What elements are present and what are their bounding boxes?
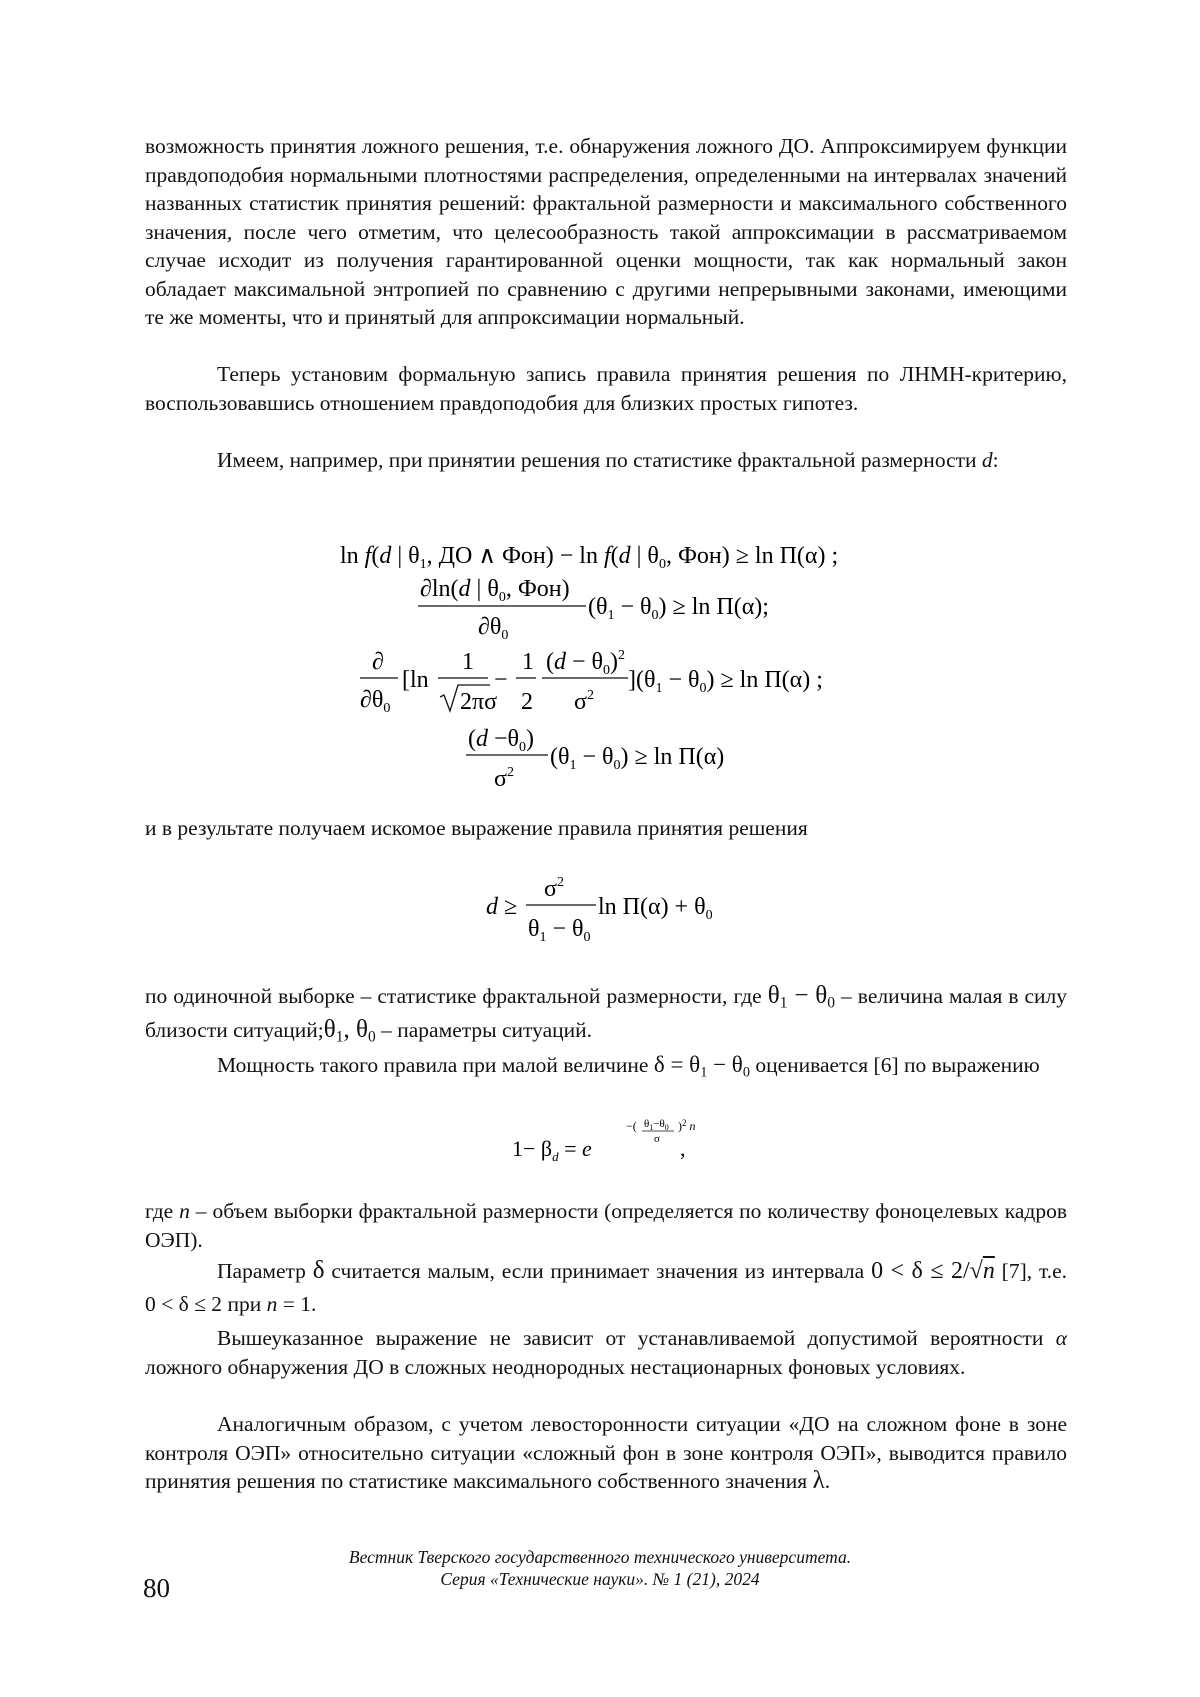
svg-text:1: 1 — [522, 649, 534, 675]
svg-text:−(: −( — [626, 1119, 637, 1133]
svg-text:1− βd = e: $1- \beta_d = e$ — [512, 1136, 592, 1164]
formula-1-fon: Фон — [501, 543, 546, 569]
paragraph-2-text: Теперь установим формальную запись правила принятия решения по ЛНМН-критерию, воспользовавшись отношением правдоподобия для близких простых гипотез. — [145, 362, 1067, 415]
inline-theta-diff: $\theta_1 - \theta_0$ — [767, 982, 836, 1012]
svg-text:σ2: $\sigma^2$ — [494, 765, 514, 792]
paragraph-3 — [145, 446, 1067, 475]
svg-text:2: 2 — [521, 689, 533, 715]
inline-interval: 0 < δ ≤ 2/√n — [871, 1258, 995, 1284]
formula-6-svg — [512, 1118, 712, 1168]
paragraph-9 — [145, 1324, 1067, 1381]
paragraph-6 — [145, 1051, 1067, 1080]
journal-footer — [0, 1546, 1200, 1590]
paragraph-5 — [145, 979, 1067, 1047]
paragraph-9-text-b: ложного обнаружения ДО в сложных неоднородных нестационарных фоновых условиях. — [145, 1354, 966, 1379]
svg-text:,: , — [680, 1136, 686, 1161]
paragraph-7-text-b: – объем выборки фрактальной размерности (определяется по количеству фоноцелевых кадров ОЭП). — [145, 1199, 1068, 1252]
paragraph-10-end: . — [824, 1469, 831, 1493]
paragraph-4 — [145, 814, 1067, 843]
formula-4 — [466, 722, 766, 803]
svg-text:θ1 − θ0: $\theta_1 - \theta_0$ — [528, 916, 591, 945]
svg-text:∂θ0: $\partial\theta_0$ — [360, 687, 391, 716]
variable-d: d — [981, 448, 993, 472]
svg-text:(θ1 − θ0) ≥ ln П(α): $(\theta_1 - \theta_0) \ge \ln П(\alpha)$ — [550, 744, 725, 773]
svg-text:σ: σ — [654, 1133, 660, 1145]
paragraph-8-text-c: [7], т.е. — [1001, 1259, 1068, 1283]
svg-text:(d − θ0)2: $(d - \theta_0)^2$ — [546, 648, 626, 678]
formula-1-svg — [340, 535, 900, 575]
svg-text:1: 1 — [462, 649, 474, 675]
inline-interval-2: 0 < δ ≤ 2 — [145, 1292, 223, 1316]
footer-line-1: Вестник Тверского государственного технического университета. — [348, 1547, 852, 1567]
paragraph-3-colon: : — [992, 448, 999, 472]
svg-text:∂θ0: $\partial\theta_0$ — [478, 614, 509, 643]
svg-text:d ≥: d ≥ — [486, 894, 518, 920]
paragraph-7 — [145, 1197, 1067, 1254]
formula-4-svg — [466, 722, 766, 797]
svg-text:[ln: [ln — [402, 667, 429, 693]
paragraph-8-text-b: считается малым, если принимает значения из интервала — [331, 1259, 865, 1283]
svg-text:2πσ: 2πσ — [460, 689, 498, 715]
paragraph-5-text-c: – параметры ситуаций. — [381, 1018, 593, 1042]
svg-text:ln П(α) + θ0: $\ln П(\alpha) + \theta_0$ — [598, 894, 713, 923]
inline-thetas: $\theta_1$, $\theta_0$ — [323, 1016, 376, 1046]
svg-text:∂: ∂ — [372, 649, 384, 675]
svg-text:](θ1 − θ0) ≥ ln П(α) ;: ]$(\theta_1 - \theta_0) \ge \ln П(\alpha)$ ; — [628, 667, 823, 696]
variable-lambda: λ — [812, 1467, 825, 1494]
formula-1-fon-2: Фон — [677, 543, 722, 569]
variable-n: n — [179, 1199, 190, 1223]
variable-n-2: n — [266, 1292, 278, 1316]
paragraph-3-text: Имеем, например, при принятии решения по статистике фрактальной размерности — [217, 448, 977, 472]
paragraph-8-text-a: Параметр — [217, 1259, 306, 1283]
formula-2-svg — [418, 572, 798, 642]
paragraph-5-text-b: – величина малая в силу близости ситуаций; — [145, 984, 1068, 1042]
footer-line-2: Серия «Технические науки». № 1 (21), 2024 — [440, 1569, 760, 1589]
svg-text:)2 n: )$^2$ n — [678, 1118, 696, 1133]
paragraph-10-text: Аналогичным образом, с учетом левосторонности ситуации «ДО на сложном фоне в зоне контроля ОЭП» относительно ситуации «сложный фон в зоне контроля ОЭП», выводится правило принятия решения по статистике максимального собственного значения — [145, 1412, 1067, 1493]
svg-text:σ2: $\sigma^2$ — [544, 875, 564, 902]
paragraph-1-text: возможность принятия ложного решения, т.е. обнаружения ложного ДО. Аппроксимируем функции правдоподобия нормальными плотностями распределения, определенными на интервалах значений названных статистик принятия решений: фрактальной размерности и максимального собственного значения, после чего отметим, что целесообразность такой аппроксимации в рассматриваемом случае исходит из получения гарантированной оценки мощности, так как нормальный закон обладает максимальной энтропией по сравнению с другими непрерывными законами, имеющими те же моменты, что и принятый для аппроксимации нормальный. — [145, 134, 1067, 329]
svg-text:∂ln(d | θ0, Фон): ∂ln(d | $\theta_0$, Фон) — [420, 576, 570, 605]
paragraph-6-text-a: Мощность такого правила при малой величине — [217, 1053, 649, 1077]
paragraph-9-text-a: Вышеуказанное выражение не зависит от устанавливаемой допустимой вероятности — [217, 1326, 1044, 1350]
paragraph-1 — [145, 132, 1067, 332]
variable-alpha: α — [1055, 1326, 1067, 1350]
paragraph-5-text-a: по одиночной выборке – статистике фрактальной размерности, где — [145, 984, 762, 1008]
svg-text:ln f(d | θ1, ДО ∧ Фон) − ln f(: ln f(d | $\theta_1$, ДО ∧ Фон) − ln f(d | $\theta_0$, Фон) ≥ ln П(α) ; — [340, 543, 839, 572]
svg-text:θ1−θ0: $\theta_1-\theta_0$ — [644, 1118, 669, 1132]
paragraph-8-text-e: = 1. — [282, 1292, 317, 1316]
paragraph-8-text-d: при — [227, 1292, 262, 1316]
formula-5 — [486, 872, 746, 953]
paragraph-6-text-b: оценивается [6] по выражению — [755, 1053, 1040, 1077]
formula-2 — [418, 572, 798, 648]
formula-6 — [512, 1118, 712, 1174]
page-number: 80 — [143, 1573, 170, 1603]
formula-1-do: ДО — [438, 543, 473, 569]
paragraph-8 — [145, 1254, 1067, 1321]
svg-text:(θ1 − θ0) ≥ ln П(α);: $(\theta_1 - \theta_0) \ge \ln П(\alpha)$; — [588, 594, 769, 623]
paragraph-10 — [145, 1410, 1067, 1496]
svg-text:σ2: $\sigma^2$ — [574, 688, 594, 715]
inline-delta-def: $\delta = \theta_1 - \theta_0$ — [653, 1052, 750, 1081]
paragraph-7-text-a: где — [145, 1199, 174, 1223]
paragraph-4-text: и в результате получаем искомое выражение правила принятия решения — [145, 816, 808, 840]
svg-text:(d −θ0): $(d -\theta_0)$ — [468, 726, 535, 755]
formula-3-svg — [360, 645, 880, 725]
inline-delta: δ — [312, 1257, 325, 1284]
svg-text:−: − — [494, 667, 508, 693]
paragraph-2 — [145, 360, 1067, 417]
formula-3 — [360, 645, 880, 731]
formula-5-svg — [486, 872, 746, 947]
